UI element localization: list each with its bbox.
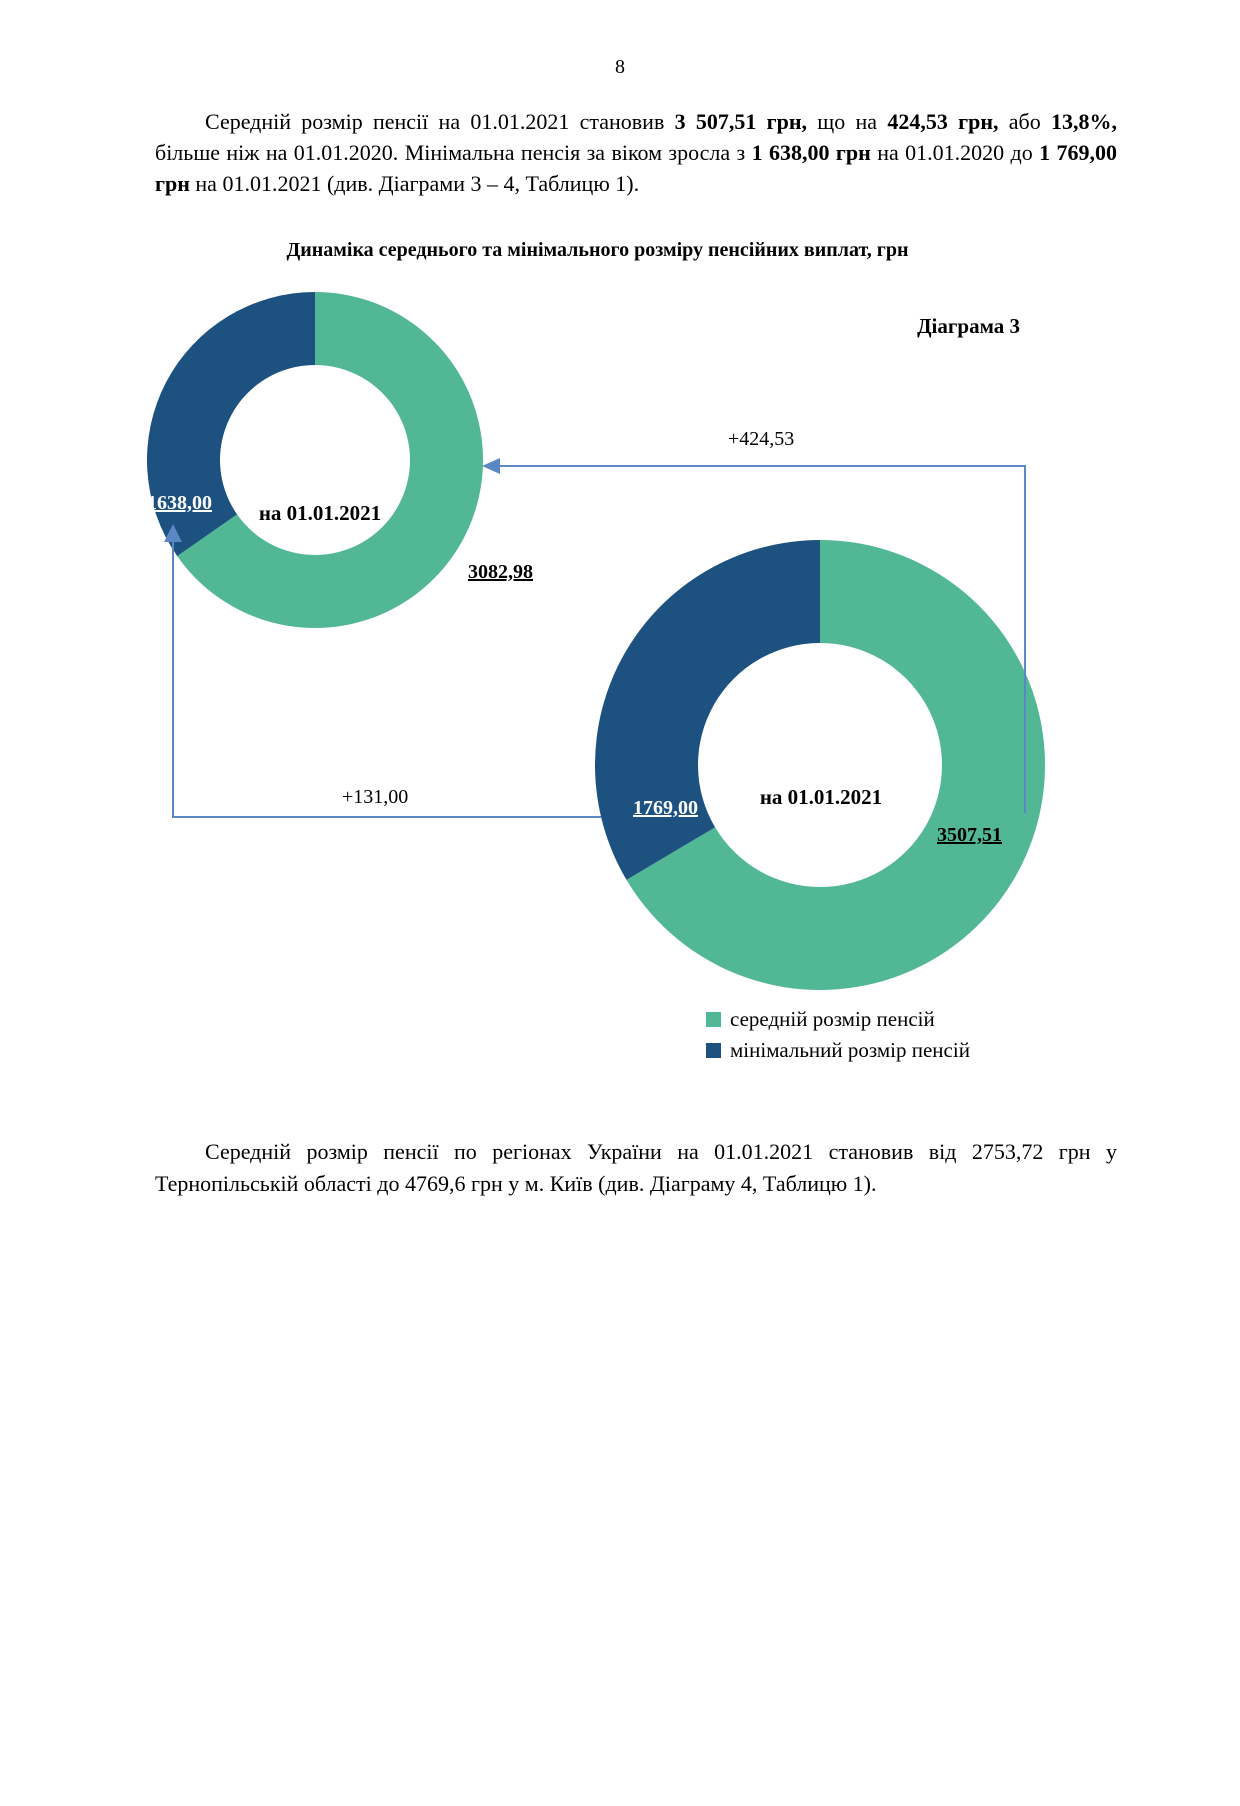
legend-item-minimum bbox=[706, 1035, 970, 1066]
donut-slices-layer bbox=[147, 292, 1045, 990]
paragraph-run: або bbox=[998, 109, 1051, 134]
legend-label-minimum: мінімальний розмір пенсій bbox=[730, 1038, 970, 1062]
paragraph-bold-run: 1 769,00 грн bbox=[155, 140, 1118, 196]
paragraph-bold-run: 424,53 грн, bbox=[887, 109, 999, 134]
paragraph-run: на 01.01.2020 до bbox=[870, 140, 1040, 165]
donut1-center-label: на 01.01.2021 bbox=[258, 501, 382, 525]
legend-swatch-minimum bbox=[706, 1043, 721, 1058]
legend-swatch-average bbox=[706, 1012, 721, 1027]
donut1-minimum-value-label: 1638,00 bbox=[147, 492, 212, 514]
paragraph-run: більше ніж на 01.01.2020. Мінімальна пенсія за віком зросла з bbox=[155, 140, 752, 165]
paragraph-run: що на bbox=[807, 109, 888, 134]
donut2-average-value-label: 3507,51 bbox=[937, 824, 1002, 846]
donut2-minimum-value-label: 1769,00 bbox=[633, 797, 698, 819]
donut-slice-2 bbox=[595, 540, 820, 880]
paragraph-bold-run: 1 638,00 грн bbox=[751, 140, 871, 165]
diagram-number-label: Діаграма 3 bbox=[917, 314, 1020, 338]
donut1-average-value-label: 3082,98 bbox=[468, 561, 533, 583]
paragraph-bold-run: 13,8%, bbox=[1051, 109, 1117, 134]
donut2-center-label: на 01.01.2021 bbox=[759, 785, 883, 809]
paragraph-run: Середній розмір пенсії на 01.01.2021 становив bbox=[205, 109, 675, 134]
chart-legend bbox=[706, 1004, 970, 1066]
min-increase-annotation: +131,00 bbox=[342, 786, 409, 808]
legend-item-average bbox=[706, 1004, 970, 1035]
legend-label-average: середній розмір пенсій bbox=[730, 1007, 935, 1031]
chart-title: Динаміка середнього та мінімального розміру пенсійних виплат, грн bbox=[286, 239, 909, 261]
paragraph-bold-run: 3 507,51 грн, bbox=[674, 109, 808, 134]
avg-increase-annotation: +424,53 bbox=[728, 428, 795, 450]
paragraph-run: на 01.01.2021 (див. Діаграми 3 – 4, Таблицю 1). bbox=[189, 171, 640, 196]
regions-paragraph: Середній розмір пенсії по регіонах України на 01.01.2021 становив від 2753,72 грн у Тернопільській області до 4769,6 грн у м. Київ (див. Діаграму 4, Таблицю 1). bbox=[155, 1139, 1117, 1196]
page-number: 8 bbox=[615, 56, 625, 78]
